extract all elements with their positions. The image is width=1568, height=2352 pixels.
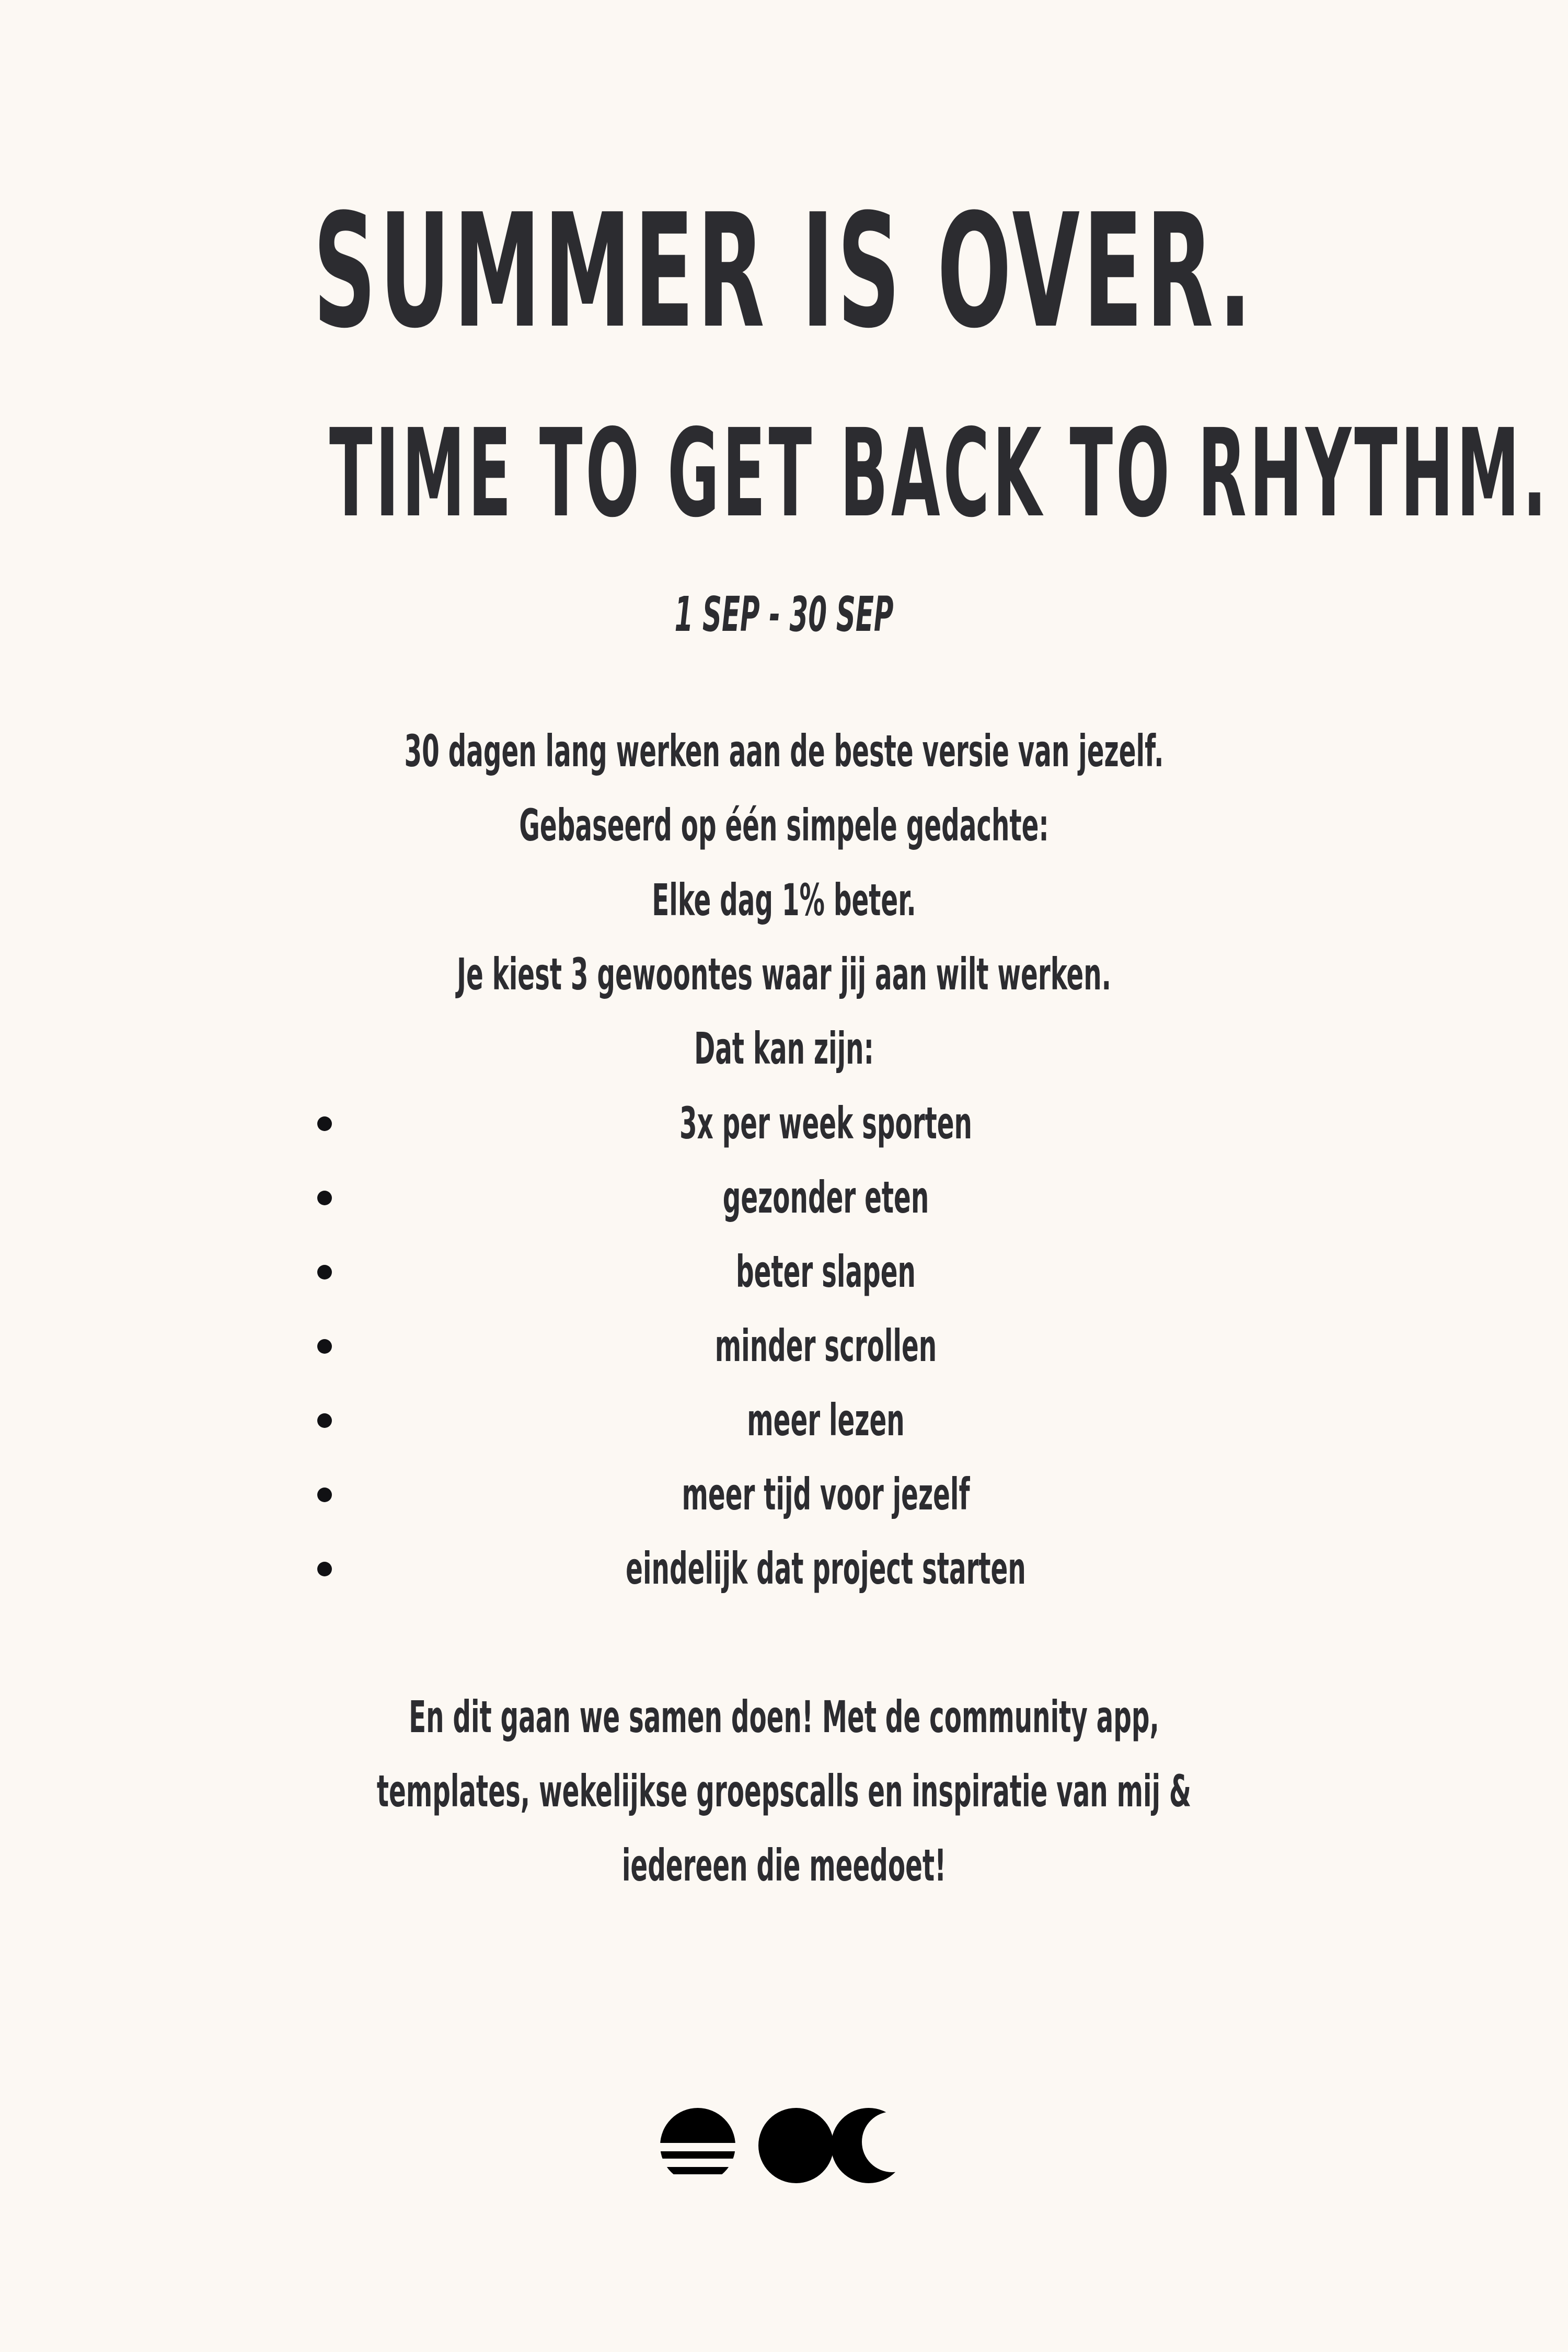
bullet-icon — [317, 1116, 332, 1131]
striped-sun-icon — [659, 2106, 737, 2174]
intro-line: Dat kan zijn: — [694, 1023, 874, 1074]
closing-line: templates, wekelijkse groepscalls en inspiratie van mij & — [376, 1766, 1192, 1817]
habit-label: eindelijk dat project starten — [626, 1543, 1026, 1594]
page-title: SUMMER IS OVER. — [313, 180, 1255, 363]
habit-label: meer lezen — [747, 1394, 905, 1446]
full-moon-icon — [758, 2108, 834, 2183]
intro-line: Elke dag 1% beter. — [652, 874, 916, 926]
bullet-icon — [317, 1191, 332, 1205]
habit-label: gezonder eten — [722, 1172, 929, 1223]
habit-label: beter slapen — [736, 1246, 916, 1297]
intro-line: Je kiest 3 gewoontes waar jij aan wilt werken. — [456, 949, 1112, 1000]
crescent-moon-icon — [831, 2108, 906, 2183]
bullet-icon — [317, 1488, 332, 1502]
habit-label: 3x per week sporten — [679, 1098, 972, 1149]
date-range: 1 SEP - 30 SEP — [674, 586, 894, 642]
closing-line: En dit gaan we samen doen! Met de community app, — [409, 1691, 1159, 1743]
habit-label: minder scrollen — [714, 1320, 937, 1371]
habit-label: meer tijd voor jezelf — [682, 1469, 970, 1520]
closing-line: iedereen die meedoet! — [621, 1840, 947, 1891]
bullet-icon — [317, 1265, 332, 1279]
intro-line: 30 dagen lang werken aan de beste versie van jezelf. — [404, 725, 1164, 777]
bullet-icon — [317, 1413, 332, 1428]
bullet-icon — [317, 1339, 332, 1354]
bullet-icon — [317, 1562, 332, 1576]
intro-line: Gebaseerd op één simpele gedachte: — [519, 800, 1049, 851]
page-subtitle: TIME TO GET BACK TO RHYTHM. — [329, 403, 1550, 544]
moon-phases-logo-icon — [659, 2106, 909, 2185]
